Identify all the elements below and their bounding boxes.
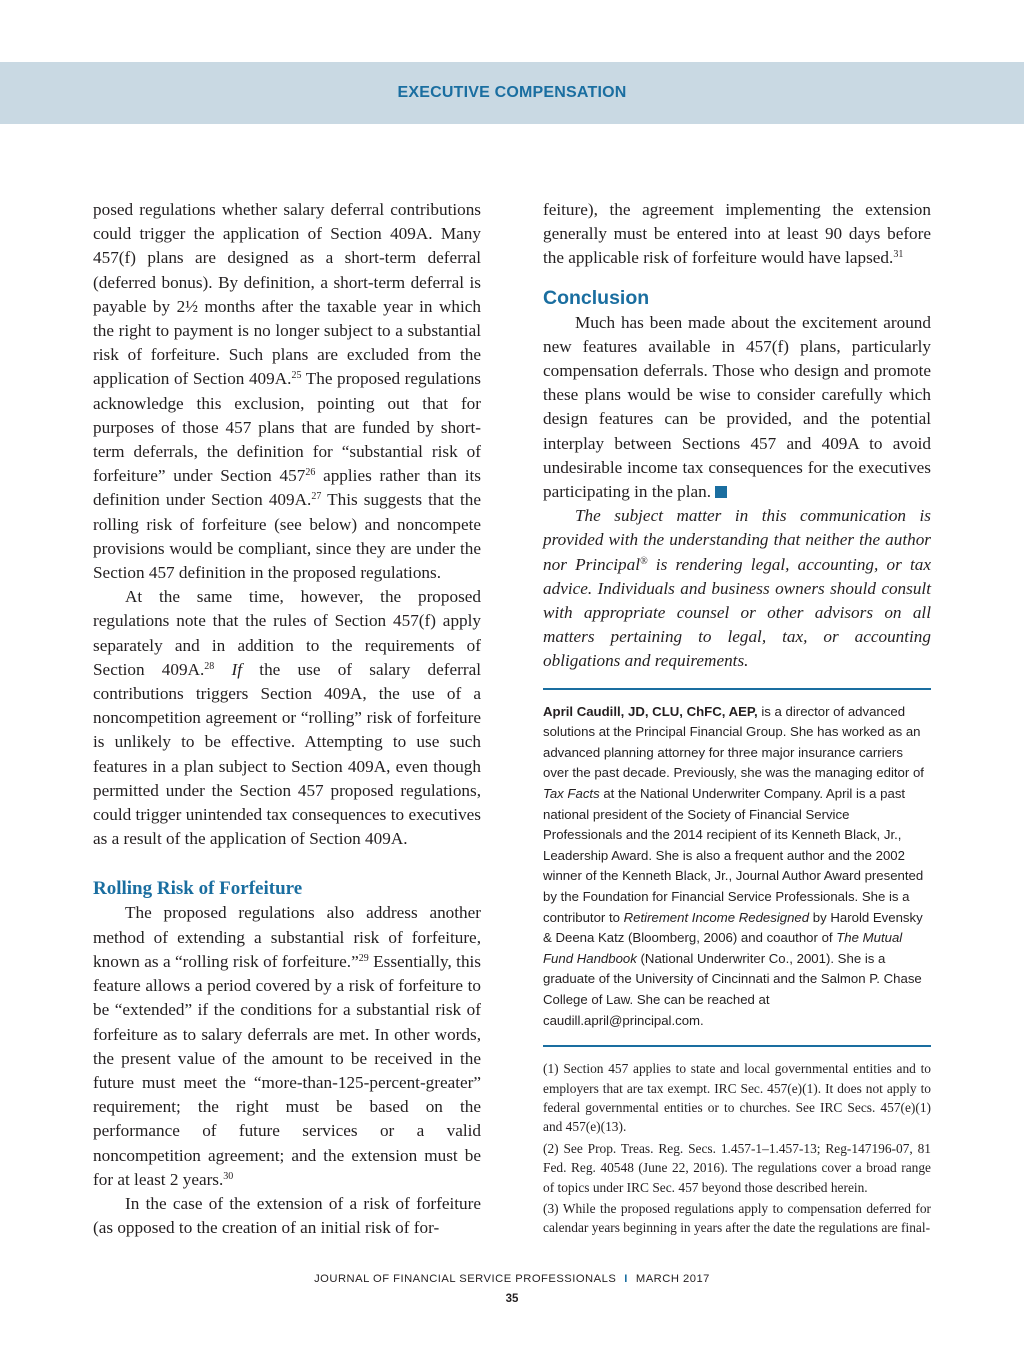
issue-date: MARCH 2017 [635,1273,710,1285]
footnote: (2) See Prop. Treas. Reg. Secs. 1.457-1–1.457-13; Reg-147196-07, 81 Fed. Reg. 40548 (June 22, 2016). The regulations cover a broad range of topics under IRC Sec. 457 beyond those described herein. [543,1140,931,1195]
author-name: April Caudill, JD, CLU, ChFC, AEP, [543,703,758,719]
divider [543,688,931,690]
body-paragraph: In the case of the extension of a risk of forfeiture (as opposed to the creation of an initial risk of for- [93,1193,481,1238]
footnote-ref: 31 [893,249,904,261]
left-column [93,198,481,1240]
footnote: (1) Section 457 applies to state and local governmental entities and to employers that are tax exempt. IRC Sec. 457(e)(1). It does not apply to federal governmental entities or to churches. See IRC Secs. 457(e)(1) and 457(e)(13). [543,1061,931,1135]
footnote-ref: 25 [291,370,302,382]
footer-separator: I [624,1273,628,1285]
footnote-ref: 29 [358,952,369,964]
footnote-ref: 28 [204,660,215,672]
footnote: (3) While the proposed regulations apply to compensation deferred for calendar years beginning in years after the date the regulations are final- [543,1201,931,1236]
body-paragraph: Much has been made about the excitement around new features available in 457(f) plans, particularly compensation deferrals. Those who design and promote these plans would be wise to consider carefully which design features can be provided, and the potential interplay between Sections 457 and 409A to avoid undesirable income tax consequences for the executives participating in the plan. [543,312,931,502]
journal-name: JOURNAL OF FINANCIAL SERVICE PROFESSIONALS [314,1273,617,1285]
footnote-ref: 27 [311,491,322,503]
body-paragraph: The proposed regulations also address another method of extending a substantial risk of forfeiture, known as a “rolling risk of forfeiture.”$^{29}$ Essentially, this feature allows a period covered by a risk of forfeiture to be “extended” if the conditions for a substantial risk of forfeiture as to salary deferrals are met. In other words, the present value of the amount to be received in the future must meet the “more-than-125-percent-greater” requirement; the right must be based on the performance of future services or a valid noncompetition agreement; and the extension must be for at least 2 years.$^{30}$ [93,903,482,1189]
divider [543,1045,931,1047]
section-banner [0,62,1024,124]
author-bio: April Caudill, JD, CLU, ChFC, AEP, is a director of advanced solutions at the Principal Financial Group. She has worked as an advanced planning attorney for three major insurance carriers over the past decade. Previously, she was the managing editor of Tax Facts at the National Underwriter Company. April is a past national president of the Society of Financial Service Professionals and the 2014 recipient of its Kenneth Black, Jr., Leadership Award. She is also a frequent author and the 2002 winner of the Kenneth Black, Jr., Journal Author Award presented by the Foundation for Financial Service Professionals. She is a contributor to Retirement Income Redesigned by Harold Evensky & Deena Katz (Bloomberg, 2006) and coauthor of The Mutual Fund Handbook (National Underwriter Co., 2001). She is a graduate of the University of Cincinnati and the Salmon P. Chase College of Law. She can be reached at caudill.april@principal.com. [543,703,924,1028]
right-column [543,198,931,1238]
section-title: EXECUTIVE COMPENSATION [397,84,627,101]
footnote-ref: 26 [305,467,316,479]
footnote-ref: 30 [223,1170,234,1182]
body-paragraph: feiture), the agreement implementing the extension generally must be entered into at least 90 days before the applicable risk of forfeiture would have lapsed.$^{31}$ [543,200,931,268]
section-heading: Rolling Risk of Forfeiture [93,878,303,900]
page-number: 35 [505,1293,519,1305]
end-mark-icon [715,486,727,498]
disclaimer: The subject matter in this communication is provided with the understanding that neither the author nor Principal® is rendering legal, accounting, or tax advice. Individuals and business owners should consult with appropriate counsel or other advisors on all matters pertaining to legal, tax, or accounting obligations and requirements. [543,506,931,671]
body-paragraph: At the same time, however, the proposed regulations note that the rules of Section 457(f) apply separately and in addition to the requirements of Section 409A.$^{28}$ If the use of salary deferral contributions triggers Section 409A, the use of a noncompetition agreement or “rolling” risk of forfeiture is unlikely to be effective. Attempting to use such features in a plan subject to Section 409A, even though permitted under the Section 457 proposed regulations, could trigger unintended tax consequences to executives as a result of the application of Section 409A. [93,587,481,849]
page-footer [0,1273,1024,1285]
section-heading: Conclusion [543,286,650,309]
body-paragraph: posed regulations whether salary deferral contributions could trigger the application of Section 409A. Many 457(f) plans are designed as a short-term deferral (deferred bonus). By definition, a short-term deferral is payable by 2½ months after the taxable year in which the right to payment is no longer subject to a substantial risk of forfeiture. Such plans are excluded from the application of Section 409A.$^{25}$ The proposed regulations acknowledge this exclusion, pointing out that for purposes of those 457 plans that are funded by short-term deferrals, the definition for “substantial risk of forfeiture” under Section $457^{26}$ applies rather than its definition under Section 409A.$^{27}$ This suggests that the rolling risk of forfeiture (see below) and noncompete provisions would be compliant, since they are under the Section 457 definition in the proposed regulations. [93,200,481,583]
